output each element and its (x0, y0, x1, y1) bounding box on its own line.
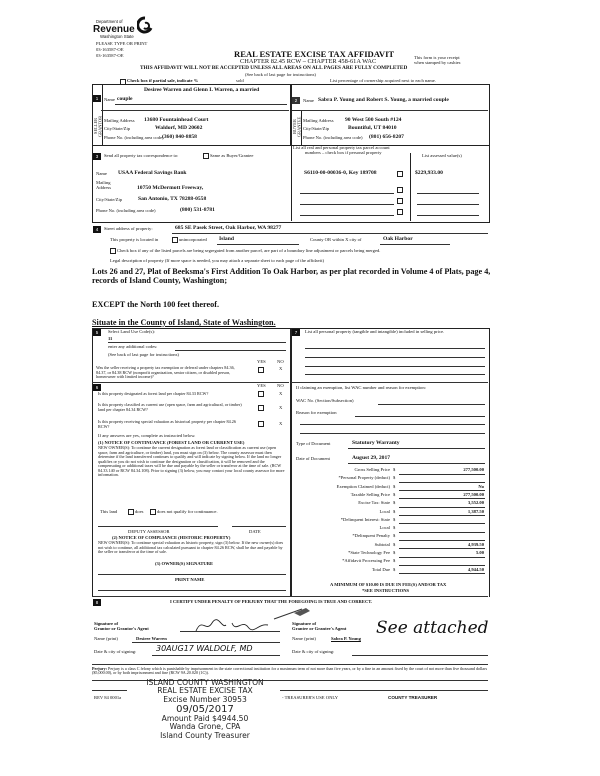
mailing-label-2: Address (96, 185, 112, 190)
divider (291, 145, 292, 221)
correspondence-phone[interactable]: (800) 531-8781 (180, 207, 215, 213)
treasurer-use-label: - TREASURER'S USE ONLY (282, 695, 339, 700)
currency-symbol: $ (393, 541, 396, 547)
personal-property-checkbox[interactable] (397, 187, 403, 193)
unincorporated-checkbox[interactable] (172, 237, 178, 243)
parcel-header-2: numbers – check box if personal property (305, 150, 382, 155)
amount-label: *State Technology Fee (348, 550, 390, 555)
section-number: 3 (93, 153, 101, 160)
see-instructions: *SEE INSTRUCTIONS (362, 588, 410, 593)
grantor-name-line (132, 642, 280, 643)
buyer-address[interactable]: 90 West 500 South #124 (345, 117, 402, 123)
currency-symbol: $ (393, 508, 396, 514)
form-title: REAL ESTATE EXCISE TAX AFFIDAVIT (234, 49, 395, 59)
notice-continuance-title: (1) NOTICE OF CONTINUANCE (FOREST LAND OR CURRENT USE) (98, 440, 245, 445)
exemption-label: If claiming an exemption, list WAC number and reason for exemption: (296, 385, 426, 390)
no-answer: X (279, 405, 283, 410)
section-number: 2 (292, 97, 300, 104)
land-use-label: Select Land Use Code(s): (108, 329, 156, 334)
legal-situate: Situate in the County of Island, State of Washington. (92, 318, 276, 327)
grantor-name-label: Name (print) (94, 636, 118, 641)
amount-value[interactable]: 277,500.00 (463, 467, 484, 472)
doc-date-line (348, 463, 485, 464)
perjury-label: Perjury: (92, 666, 108, 671)
amount-label: *Delinquent Interest: State (340, 516, 390, 522)
assessed-value[interactable]: $229,933.00 (415, 170, 443, 176)
segregated-checkbox[interactable] (110, 248, 116, 254)
currency-symbol: $ (393, 525, 396, 531)
correspondence-address[interactable]: 10750 McDermott Freeway, (137, 185, 204, 191)
name-label: Name (96, 171, 107, 176)
no-header: NO (277, 359, 284, 364)
assessed-line[interactable] (417, 215, 479, 216)
currency-symbol: $ (393, 533, 396, 539)
grantee-signature-label-2: Grantee or Grantee's Agent (292, 626, 347, 631)
parcel-line[interactable] (300, 215, 394, 216)
yes-header: YES (257, 359, 266, 364)
additional-codes-label: enter any additional codes: (108, 344, 158, 349)
logo-sub: Washington State (100, 34, 134, 39)
form-chapter: CHAPTER 82.45 RCW – CHAPTER 458-61A WAC (240, 58, 377, 65)
buyer-city[interactable]: Bountiful, UT 84010 (348, 125, 397, 131)
unincorporated-label: unincorporated (179, 237, 207, 242)
section-number: 7 (292, 329, 300, 336)
amount-label: Exemption Claimed (deduct) (336, 483, 390, 489)
buyer-name-label: Name (303, 98, 314, 103)
yes-checkbox[interactable] (258, 367, 264, 373)
amount-value[interactable]: No (478, 483, 484, 489)
property-city[interactable]: Oak Harbor (383, 236, 413, 242)
section-number: 8 (93, 599, 101, 606)
personal-property-line[interactable] (305, 348, 485, 349)
stamp-treasurer-title: Island County Treasurer (160, 730, 250, 740)
stamp-date: 09/05/2017 (176, 704, 234, 716)
currency-symbol: $ (393, 475, 396, 481)
stamp-amount-paid: Amount Paid $4944.50 (161, 714, 249, 724)
seller-city-label: City/State/Zip (104, 126, 131, 131)
currency-symbol: $ (393, 550, 396, 555)
no-answer: X (279, 421, 283, 426)
currency-symbol: $ (393, 516, 396, 522)
notice-compliance-text: NEW OWNER(S): To continue special valuation as historic property, sign (3) below. If the new owner(s) does not wish to continue, all additional tax calculated pursuant to chapter 84.26 RCW, shall be due and payable by the seller or transferor at the time of sale. (98, 540, 284, 555)
parcel-header: List all real and personal property tax parcel account (293, 145, 390, 150)
yes-checkbox[interactable] (258, 405, 264, 411)
divider (410, 153, 411, 221)
wac-label: WAC No. (Section/Subsection) (296, 398, 354, 403)
currency-symbol: $ (393, 491, 396, 497)
amount-line (399, 540, 485, 541)
seller-address[interactable]: 13680 Fountainhead Court (144, 117, 209, 123)
amount-value[interactable]: 277,500.00 (463, 491, 484, 497)
grantor-name[interactable]: Desiree Warren (136, 636, 167, 641)
stamp-feather-mark (272, 607, 312, 620)
amount-label: Excise Tax: State (358, 500, 390, 506)
buyer-phone[interactable]: (801) 656-8207 (369, 134, 404, 140)
amount-line (399, 507, 485, 508)
seller-address-label: Mailing Address (104, 118, 135, 123)
assessed-header: List assessed value(s) (422, 153, 462, 158)
grantor-signature (192, 615, 272, 635)
amount-line (399, 548, 485, 549)
amount-value[interactable]: 4,939.50 (467, 541, 484, 547)
personal-property-checkbox[interactable] (397, 171, 403, 177)
street-label: Street address of property: (104, 226, 153, 231)
divider (280, 690, 488, 691)
amount-line (399, 474, 485, 475)
reason-line[interactable] (300, 424, 485, 425)
divider (92, 690, 127, 691)
does-not-checkbox[interactable] (150, 509, 156, 515)
grantor-signature-label-2: Grantor or Grantor's Agent (94, 626, 149, 631)
doc-type[interactable]: Statutory Warranty (352, 440, 400, 446)
no-answer: X (279, 366, 283, 371)
personal-property-line[interactable] (305, 366, 485, 367)
amount-line (399, 573, 485, 574)
amount-line (399, 557, 485, 558)
sold-label: sold (236, 78, 244, 83)
form-revision: REV 84 0001a (94, 695, 122, 700)
seller-name-label: Name (104, 97, 115, 102)
amount-line (399, 515, 485, 516)
city-line (380, 244, 450, 245)
receipt-note-2: when stamped by cashier. (414, 60, 462, 65)
amount-label: Taxable Selling Price (350, 491, 390, 497)
forest-land-question: Is this property designated as forest land per chapter 84.33 RCW? (98, 391, 209, 396)
grantor-date-label: Date & city of signing: (94, 649, 137, 654)
amount-line (399, 565, 485, 566)
phone-label: Phone No. (including area code) (96, 208, 156, 213)
amount-label: Local (379, 508, 390, 514)
logo-main: Revenue (93, 24, 135, 35)
partial-sale-label: Check box if partial sale, indicate % (127, 78, 199, 83)
current-use-question: Is this property classified as current use (open space, farm and agricultural, or timber) land per chapter 84.34 RCW? (98, 402, 242, 412)
grantor-date-city[interactable]: 30AUG17 WALDOLF, MD (156, 644, 253, 653)
amount-label: Subtotal (374, 541, 390, 547)
certify-statement: I CERTIFY UNDER PENALTY OF PERJURY THAT THE FOREGOING IS TRUE AND CORRECT. (170, 599, 373, 604)
see-back: (See back of last page for instructions) (245, 72, 316, 77)
amount-value[interactable]: 5.00 (475, 550, 484, 555)
currency-symbol: $ (393, 467, 396, 472)
mailing-label: Mailing (96, 180, 111, 185)
parcel-line[interactable] (300, 204, 394, 205)
buyer-side-label: BUYER GRANTEE (292, 116, 302, 138)
assessed-line[interactable] (417, 204, 479, 205)
if-yes-label: If any answers are yes, complete as instructed below. (98, 433, 196, 438)
no-answer: X (279, 391, 283, 396)
amount-line (399, 490, 485, 491)
exemption-question: Was the seller receiving a property tax exemption or deferral under chapters 84.36, 84.37, or 84.38 RCW (nonprofit organization, senior citizen, or disabled person, homeowner with limited income)? (96, 365, 235, 380)
print-name-label: PRINT NAME (175, 577, 205, 582)
logo-top: Department of (96, 19, 123, 24)
currency-symbol: $ (393, 566, 396, 572)
no-header: NO (277, 383, 284, 388)
seller-phone[interactable]: (360) 840-8858 (162, 134, 197, 140)
seller-city[interactable]: Waldorf, MD 20602 (155, 125, 203, 131)
amount-label: *Personal Property (deduct) (338, 475, 390, 481)
seller-name-cont[interactable]: couple (117, 96, 133, 102)
deputy-signature-line[interactable] (98, 526, 218, 527)
perjury-notice (92, 667, 490, 676)
buyer-phone-label: Phone No. (including area code) (303, 135, 363, 140)
does-not-label: does not qualify for continuance. (157, 509, 218, 514)
divider (291, 382, 488, 383)
reason-line[interactable] (300, 433, 485, 434)
correspondence-name[interactable]: USAA Federal Savings Bank (118, 170, 187, 176)
owner-signature-line[interactable] (98, 574, 286, 575)
doc-date[interactable]: August 29, 2017 (352, 455, 391, 461)
yes-checkbox[interactable] (258, 421, 264, 427)
currency-symbol: $ (393, 483, 396, 489)
date-line[interactable] (232, 526, 286, 527)
buyer-name[interactable]: Sabra P. Young and Robert S. Young, a married couple (318, 97, 449, 103)
divider (92, 664, 488, 665)
see-back-label: (See back of last page for instructions) (108, 352, 179, 357)
section-number: 1 (93, 95, 101, 102)
personal-property-line[interactable] (305, 374, 485, 375)
amount-line (399, 523, 485, 524)
divider (115, 104, 287, 105)
amount-label: *Affidavit Processing Fee (342, 558, 390, 564)
amount-value[interactable]: 4,944.50 (467, 566, 484, 572)
personal-property-label: List all personal property (tangible and intangible) included in selling price. (305, 329, 445, 334)
personal-property-checkbox[interactable] (397, 209, 403, 215)
notice-continuance-text: NEW OWNER(S): To continue the current designation as forest land or classification as current use (open space, farm and agriculture, or timber) land, you must sign on (3) below. The county assessor must then determine if the land transferred continues to qualify and will indicate by signing below. If the land no longer qualifies or you do not wish to continue the designation or classification, it will be removed and the compensating or additional taxes will be due and payable by the seller or transferor at the time of sale. (RCW 84.33.140 or RCW 84.34.108). Prior to signing (3) below, you may contact your local county assessor for more information. (98, 445, 285, 478)
reason-label: Reason for exemption (296, 410, 337, 415)
legal-label: Legal description of property (If more space is needed, you may attach a separate sheet to each page of the affidavit) (110, 258, 325, 263)
personal-property-checkbox[interactable] (397, 198, 403, 204)
treasurer-stamp (125, 679, 285, 740)
amount-label: *Delinquent Penalty (352, 533, 390, 539)
land-use-line (108, 342, 286, 343)
reason-input[interactable] (355, 416, 485, 417)
receipt-note: This form is your receipt (414, 55, 460, 60)
divider (300, 110, 488, 111)
doc-type-label: Type of Document (296, 441, 331, 446)
assessed-line[interactable] (417, 193, 479, 194)
divider (101, 110, 289, 111)
grantee-name-label: Name (print) (292, 636, 316, 641)
grantor-signature-label: Signature of (94, 621, 119, 626)
buyer-city-label: City/State/Zip (303, 126, 330, 131)
grantor-signature-line[interactable] (180, 631, 280, 632)
property-street[interactable]: 685 SE Pasek Street, Oak Harbor, WA 98277 (175, 225, 282, 231)
county-line (217, 244, 299, 245)
grantee-name[interactable]: Sabra P. Young (331, 636, 361, 641)
print-name-line[interactable] (98, 590, 286, 591)
does-checkbox[interactable] (128, 509, 134, 515)
legal-exception: EXCEPT the North 100 feet thereof. (92, 300, 220, 309)
city-label: City/State/Zip (96, 197, 123, 202)
yes-header: YES (257, 383, 266, 388)
amount-label: Local (379, 525, 390, 531)
revenue-swirl-icon (137, 16, 153, 34)
stamp-county: ISLAND COUNTY WASHINGTON (146, 678, 264, 687)
yes-checkbox[interactable] (258, 391, 264, 397)
land-use-code[interactable]: 11 (108, 336, 113, 341)
warning: THIS AFFIDAVIT WILL NOT BE ACCEPTED UNLESS ALL AREAS ON ALL PAGES ARE FULLY COMPLETED (140, 65, 408, 71)
code-2: 03-163587-OE (96, 53, 124, 58)
divider (92, 596, 488, 597)
code-1: 03-163587-OE (96, 47, 124, 52)
amount-label: Gross Selling Price (354, 467, 390, 472)
currency-symbol: $ (393, 558, 396, 564)
amount-line (399, 532, 485, 533)
segregated-label: Check box if any of the listed parcels are being segregated from another parcel, are part of a boundary line adjustment or parcels being merged. (117, 248, 381, 253)
this-land-label: This land (100, 509, 118, 514)
notice-compliance-title: (2) NOTICE OF COMPLIANCE (HISTORIC PROPERTY) (112, 535, 231, 540)
date-label: DATE (249, 529, 261, 534)
legal-description: Lots 26 and 27, Plat of Beeksma's First Addition To Oak Harbor, as per plat recorded in Volume 4 of Plats, page 4, records of Island County, Washington; (92, 267, 491, 285)
section-number: 4 (93, 226, 101, 233)
grantor-date-line (152, 655, 280, 656)
doc-type-line (348, 448, 485, 449)
grantee-signature-label: Signature of (292, 621, 317, 626)
amount-value[interactable]: 1,387.50 (467, 508, 484, 514)
correspondence-city[interactable]: San Antonio, TX 78288-0558 (138, 196, 207, 202)
ownership-note: List percentage of ownership acquired next to each name. (330, 78, 436, 83)
wac-input[interactable] (378, 404, 485, 405)
does-label: does (135, 509, 144, 514)
parcel-line[interactable] (300, 193, 394, 194)
grantee-date-label: Date & city of signing: (292, 649, 335, 654)
stamp-excise-number: Excise Number 30953 (163, 694, 247, 704)
currency-symbol: $ (393, 500, 396, 506)
stamp-tax: REAL ESTATE EXCISE TAX (157, 686, 253, 696)
additional-codes-input[interactable] (175, 350, 286, 351)
personal-property-line[interactable] (305, 357, 485, 358)
seller-side-label: SELLER GRANTOR (93, 115, 103, 137)
amount-line (399, 482, 485, 483)
buyer-address-label: Mailing Address (303, 118, 334, 123)
same-as-label: Same as Buyer/Grantee (210, 153, 254, 158)
owner-signature-label: (3) OWNER(S) SIGNATURE (155, 561, 214, 566)
amount-value[interactable]: 3,552.00 (467, 500, 484, 506)
see-attached-handwriting: See attached (376, 618, 489, 638)
property-county[interactable]: Island (219, 236, 234, 242)
perjury-text: Perjury is a class C felony which is punishable by imprisonment in the state correctional institution for a maximum term of not more than five years, or by a fine in an amount fixed by the court of not more than five thousand dollars ($5,000.00), or by both imprisonment and fine (RCW 9A.20.020 (1C)). (92, 666, 488, 676)
grantee-date-line[interactable] (352, 655, 488, 656)
please-type: PLEASE TYPE OR PRINT (96, 41, 148, 46)
street-line (172, 233, 488, 234)
county-treasurer-label: COUNTY TREASURER (388, 695, 438, 700)
send-label: Send all property tax correspondence to: (104, 153, 179, 158)
seller-name[interactable]: Desiree Warren and Glenn I. Warren, a married (144, 87, 260, 93)
same-as-buyer-checkbox[interactable] (203, 153, 209, 159)
parcel-number[interactable]: S6110-00-00036-0, Key 189708 (304, 170, 377, 176)
amount-label: Total Due (371, 566, 390, 572)
doc-date-label: Date of Document (296, 456, 330, 461)
section-number: 5 (93, 329, 101, 336)
deputy-assessor-label: DEPUTY ASSESSOR (128, 529, 170, 534)
section-number: 6 (93, 384, 101, 391)
historic-question: Is this property receiving special valuation as historical property per chapter 84.26 RCW? (98, 419, 236, 429)
stamp-treasurer-name: Wanda Grone, CPA (169, 722, 241, 732)
minimum-note: A MINIMUM OF $10.00 IS DUE IN FEE(S) AND/OR TAX (330, 582, 447, 587)
seller-phone-label: Phone No. (including area code) (104, 135, 164, 140)
located-label: This property is located in (110, 237, 159, 242)
county-label: County OR within X city of (310, 237, 362, 242)
